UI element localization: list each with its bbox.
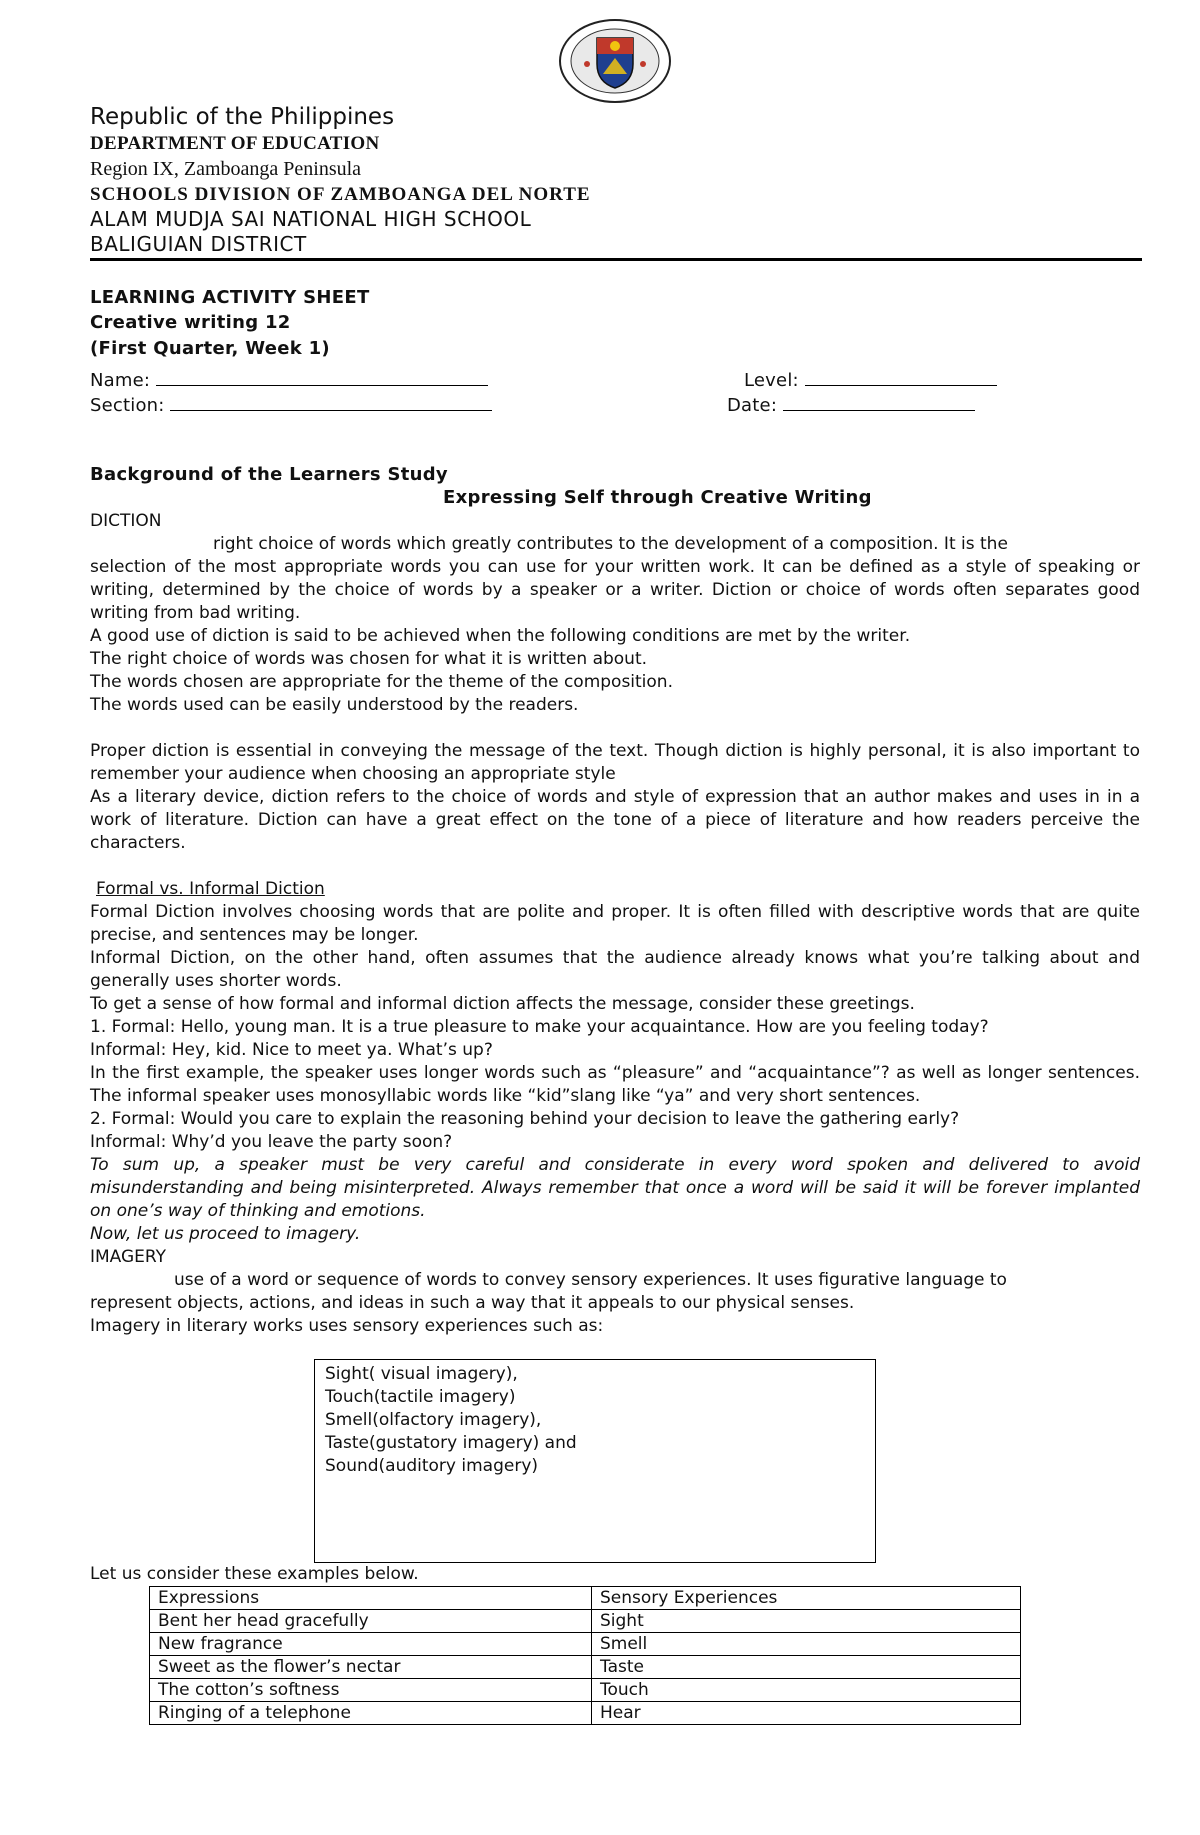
level-blank-line[interactable] [805, 367, 997, 386]
table-cell: Smell [592, 1633, 1021, 1656]
header-department: DEPARTMENT OF EDUCATION [90, 133, 380, 154]
sensory-type-item: Touch(tactile imagery) [325, 1387, 516, 1407]
table-cell: Hear [592, 1702, 1021, 1725]
table-cell: New fragrance [150, 1633, 592, 1656]
section-label: Section: [90, 395, 165, 416]
table-row [150, 1702, 1021, 1725]
section-blank-line[interactable] [170, 392, 492, 411]
sensory-type-item: Smell(olfactory imagery), [325, 1410, 542, 1430]
table-cell: Sweet as the flower’s nectar [150, 1656, 592, 1679]
diction-condition-3: The words used can be easily understood by the readers. [90, 695, 579, 715]
sensory-type-item: Taste(gustatory imagery) and [325, 1433, 577, 1453]
diction-proper-paragraph: Proper diction is essential in conveying the message of the text. Though diction is highly personal, it is also important to remember your audience when choosing an appropriate style [90, 741, 1140, 784]
greetings-intro: To get a sense of how formal and informal diction affects the message, consider these greetings. [90, 994, 915, 1014]
header-divider [90, 258, 1142, 261]
table-header-cell: Sensory Experiences [592, 1587, 1021, 1610]
level-field[interactable] [744, 367, 997, 391]
diction-condition-2: The words chosen are appropriate for the theme of the composition. [90, 672, 673, 692]
table-cell: Ringing of a telephone [150, 1702, 592, 1725]
imagery-intro: Imagery in literary works uses sensory experiences such as: [90, 1316, 604, 1336]
table-header-row [150, 1587, 1021, 1610]
level-label: Level: [744, 370, 799, 391]
table-cell: Bent her head gracefully [150, 1610, 592, 1633]
date-label: Date: [727, 395, 778, 416]
table-row [150, 1679, 1021, 1702]
table-row [150, 1633, 1021, 1656]
table-header-cell: Expressions [150, 1587, 592, 1610]
imagery-def-rest: represent objects, actions, and ideas in such a way that it appeals to our physical senses. [90, 1293, 855, 1313]
summary-paragraph: To sum up, a speaker must be very careful and considerate in every word spoken and delivered to avoid misunderstanding and being misinterpreted. Always remember that once a word will be said it will be forever implanted on one’s way of thinking and emotions. [90, 1155, 1140, 1221]
informal-diction-paragraph: Informal Diction, on the other hand, often assumes that the audience already knows what you’re talking about and generally uses shorter words. [90, 948, 1140, 991]
diction-condition-1: The right choice of words was chosen for what it is written about. [90, 649, 648, 669]
diction-def-line1: right choice of words which greatly contributes to the development of a composition. It is the [213, 534, 1008, 554]
table-cell: Taste [592, 1656, 1021, 1679]
formal-informal-heading: Formal vs. Informal Diction [96, 879, 325, 899]
diction-def-rest: selection of the most appropriate words you can use for your written work. It can be defined as a style of speaking or writing, determined by the choice of words by a speaker or a writer. Diction or choice of words often separates good writing from bad writing. [90, 557, 1140, 623]
date-field[interactable] [727, 392, 975, 416]
sensory-type-item: Sight( visual imagery), [325, 1364, 518, 1384]
diction-conditions-intro: A good use of diction is said to be achieved when the following conditions are met by the writer. [90, 626, 911, 646]
table-row [150, 1610, 1021, 1633]
example1-formal: 1. Formal: Hello, young man. It is a true pleasure to make your acquaintance. How are you feeling today? [90, 1017, 989, 1037]
header-school: ALAM MUDJA SAI NATIONAL HIGH SCHOOL [90, 207, 532, 231]
example1-explanation: In the first example, the speaker uses longer words such as “pleasure” and “acquaintance”? as well as longer sentences. The informal speaker uses monosyllabic words like “kid”slang like “ya” and very short sentences. [90, 1063, 1140, 1106]
name-blank-line[interactable] [156, 367, 488, 386]
deped-seal-logo [557, 18, 673, 104]
table-cell: The cotton’s softness [150, 1679, 592, 1702]
table-row [150, 1656, 1021, 1679]
sensory-types-box [314, 1359, 876, 1563]
header-region: Region IX, Zamboanga Peninsula [90, 158, 362, 180]
example2-informal: Informal: Why’d you leave the party soon? [90, 1132, 453, 1152]
table-cell: Touch [592, 1679, 1021, 1702]
examples-intro: Let us consider these examples below. [90, 1564, 419, 1584]
background-heading: Background of the Learners Study [90, 464, 448, 485]
diction-literary-device-paragraph: As a literary device, diction refers to the choice of words and style of expression that an author makes and uses in in a work of literature. Diction can have a great effect on the tone of a piece of literature and how readers perceive the characters. [90, 787, 1140, 853]
sheet-subject: Creative writing 12 [90, 312, 291, 333]
sheet-title: LEARNING ACTIVITY SHEET [90, 287, 370, 308]
sensory-type-item: Sound(auditory imagery) [325, 1456, 539, 1476]
examples-table [149, 1586, 1021, 1725]
lesson-body [90, 510, 1140, 1338]
name-label: Name: [90, 370, 151, 391]
header-republic: Republic of the Philippines [90, 104, 395, 130]
topic-title: Expressing Self through Creative Writing [443, 487, 872, 508]
sheet-quarter: (First Quarter, Week 1) [90, 338, 330, 359]
header-district: BALIGUIAN DISTRICT [90, 232, 307, 256]
formal-diction-paragraph: Formal Diction involves choosing words that are polite and proper. It is often filled with descriptive words that are quite precise, and sentences may be longer. [90, 902, 1140, 945]
imagery-def-line1: use of a word or sequence of words to convey sensory experiences. It uses figurative language to [174, 1270, 1007, 1290]
example2-formal: 2. Formal: Would you care to explain the reasoning behind your decision to leave the gathering early? [90, 1109, 960, 1129]
diction-term: DICTION [90, 511, 162, 531]
imagery-term: IMAGERY [90, 1247, 167, 1267]
header-division: SCHOOLS DIVISION OF ZAMBOANGA DEL NORTE [90, 184, 591, 205]
name-field[interactable] [90, 367, 488, 391]
date-blank-line[interactable] [783, 392, 975, 411]
example1-informal: Informal: Hey, kid. Nice to meet ya. What’s up? [90, 1040, 493, 1060]
imagery-transition: Now, let us proceed to imagery. [90, 1224, 361, 1244]
table-cell: Sight [592, 1610, 1021, 1633]
section-field[interactable] [90, 392, 492, 416]
